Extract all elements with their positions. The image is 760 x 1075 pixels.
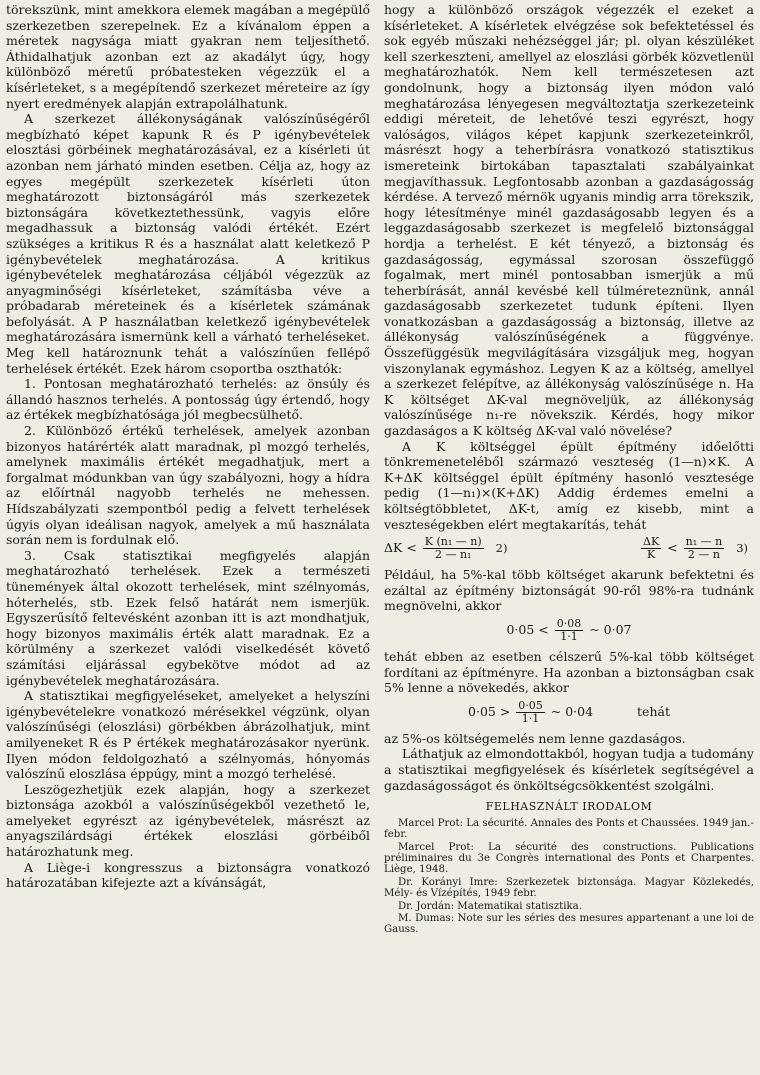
references-title: FELHASZNÁLT IRODALOM <box>485 800 653 814</box>
reference-item: Dr. Jordán: Matematikai statisztika. <box>398 900 582 912</box>
numerator: 0·08 <box>556 616 582 630</box>
denominator: 1·1 <box>560 629 578 643</box>
paragraph: Leszögezhetjük ezek alapján, hogy a szerkezet biztonsága azokból a valószínűségekből vezethető le, amelyeket egyrészt az igénybevételek, másrészt az anyagszilárdsági értékek eloszlási görbéiből határozhatunk meg. <box>6 781 370 860</box>
paragraph: az 5%-os költségemelés nem lenne gazdaságos. <box>384 730 686 746</box>
denominator: K <box>646 548 656 562</box>
equation-number: 2) <box>495 541 508 556</box>
left-column <box>6 2 370 891</box>
equation-number: 3) <box>736 541 748 556</box>
math-lhs: 0·05 > <box>468 703 511 719</box>
right-column <box>384 2 754 937</box>
formula-2 <box>384 536 513 561</box>
math-inequality-2 <box>384 700 754 725</box>
math-inequality-1 <box>384 618 754 643</box>
fraction <box>555 618 584 643</box>
numerator: n₁ — n <box>685 535 723 549</box>
paragraph: A Liège-i kongresszus a biztonságra vonatkozó határozatában kifejezte azt a kívánságát, <box>6 859 370 891</box>
math-rhs: ~ 0·04 <box>550 703 594 719</box>
fraction <box>423 536 484 561</box>
denominator: 2 — n <box>687 548 720 562</box>
paragraph: Például, ha 5%-kal több költséget akarunk befektetni és ezáltal az építmény biztonságát 90-ről 98%-ra tudnánk megnövelni, akkor <box>384 567 754 614</box>
formula-row <box>384 536 754 561</box>
paragraph: 1. Pontosan meghatározható terhelés: az önsúly és állandó hasznos terhelés. A pontosság úgy értendő, hogy az értékek megbízhatósága jól megbecsülhető. <box>6 376 370 423</box>
paragraph: hogy a különböző országok végezzék el ezeket a kísérleteket. A kísérletek elvégzése sok befektetéssel és sok egyéb műszaki nehézséggel jár; pl. olyan készüléket kell szerkeszteni, amellyel az eloszlási görbék közvetlenül meghatározhatók. Nem kell természetesen azt gondolnunk, hogy a biztonság ilyen módon való meghatározása lényegesen megváltoztatja szerkezeteink eddigi méreteit, de lehetővé teszi egyrészt, hogy valóságos, világos képet kapjunk szerkezeteinkről, másrészt hogy a teherbírásra vonatkozó statisztikus ismereteink birtokában tapasztalati szabályainkat megjavíthassuk. Legfontosabb azonban a gazdaságosság kérdése. A tervező mérnök ugyanis mindig arra törekszik, hogy létesítménye minél gazdaságosabb legyen és a leggazdaságosabb szerkezet is megfelelő biztonsággal hordja a terhelést. E két tényező, a biztonság és gazdaságosság, egymással szorosan összefüggő fogalmak, mert minél pontosabban ismerjük a mű teherbírását, annál kevésbé kell túlméreteznünk, annál gazdaságosabb szerkezetet tudunk építeni. Ilyen vonatkozásban a gazdaságosság a biztonság, illetve az állékonyság valószínűségének a függvénye. Összefüggésük megvilágítására vizsgáljuk meg, hogyan viszonylanak egymáshoz. Legyen K az a költség, amellyel a szerkezet felépítve, az állékonyság valószínűsége n. Ha K költséget ΔK-val megnöveljük, az állékonyság valószínűsége n₁-re növekszik. Kérdés, hogy mikor gazdaságos a K költség ΔK-val való növelése? <box>384 2 754 439</box>
paragraph: 3. Csak statisztikai megfigyelés alapján meghatározható terhelések. Ezek a természeti tünemények által okozott terhelések, mint szélnyomás, hóterhelés, stb. Ezek felső határát nem ismerjük. Egyszerűsítő feltevésként azonban itt is azt mondhatjuk, hogy bizonyos maximális érték alatt maradnak. Ez a körülmény a szerkezet valódi viselkedését követő számítási eljárással egybekötve módot ad az igénybevételek meghatározására. <box>6 547 370 688</box>
formula-3 <box>639 536 754 561</box>
math-rhs: ~ 0·07 <box>589 621 632 637</box>
paragraph: A statisztikai megfigyeléseket, amelyeket a helyszíni igénybevételekre vonatkozó mérésekkel végzünk, olyan valószínűségi (eloszlási) görbékben ábrázolhatjuk, mint amilyeneket R és P értékek meghatározásakor nyerünk. Ilyen módon feldolgozható a szélnyomás, hónyomás valószínű eloszlása éppúgy, mint a mozgó terhelésé. <box>6 688 370 782</box>
formula-lhs: ΔK < <box>384 540 417 556</box>
paragraph: A K költséggel épült építmény időelőtti tönkremeneteléből származó veszteség (1—n)×K. A K+ΔK költséggel épült építmény hasonló vesztesége pedig (1—n₁)×(K+ΔK) Addig érdemes emelni a költségtöbbletet, ΔK-t, amíg ez kisebb, mint a veszteségekben elért megtakarítás, tehát <box>384 438 754 532</box>
math-tail-text: tehát <box>637 703 670 719</box>
reference-item: M. Dumas: Note sur les séries des mesures appartenant a une loi de Gauss. <box>384 912 754 936</box>
reference-item: Dr. Korányi Imre: Szerkezetek biztonsága. Magyar Közlekedés, Mély- és Vízépítés, 1949 febr. <box>384 876 754 900</box>
math-lhs: 0·05 < <box>506 621 549 637</box>
denominator: 1·1 <box>521 711 540 725</box>
relation: < <box>667 540 678 556</box>
numerator: ΔK <box>643 535 660 549</box>
references-list <box>384 818 754 936</box>
numerator: 0·05 <box>518 698 543 712</box>
paragraph: törekszünk, mint amekkora elemek magában a megépülő szerkezetben szerepelnek. Ez a kívánalom éppen a méretek nagysága miatt gyakran nem teljesíthető. Áthidalhatjuk azonban ezt az akadályt úgy, hogy különböző méretű próbatesteken végezzük el a kísérleteket, s a megépítendő szerkezet méreteire az így nyert eredmények alapján extrapolálhatunk. <box>6 2 370 111</box>
reference-item: Marcel Prot: La sécurité. Annales des Ponts et Chaussées. 1949 jan.-febr. <box>384 817 754 841</box>
fraction <box>684 536 725 561</box>
numerator: K (n₁ — n) <box>424 535 482 549</box>
denominator: 2 — n₁ <box>434 548 472 562</box>
paragraph: tehát ebben az esetben célszerű 5%-kal több költséget fordítani az építményre. Ha azonban a biztonságban csak 5% lenne a növekedés, akkor <box>384 648 754 696</box>
paragraph: 2. Különböző értékű terhelések, amelyek azonban bizonyos határérték alatt maradnak, pl mozgó terhelés, amelynek maximális értékét megadhatjuk, mert a forgalmat módunkban van úgy szabályozni, hogy a hídra az előírtnál nagyobb terhelés ne mehessen. Hídszabályzati szempontból pedig a felvett terhelések úgyis olyan ideálisan nagyok, amelyek a mű használata során nem is fordulnak elő. <box>6 423 370 548</box>
reference-item: Marcel Prot: La sécurité des constructions. Publications préliminaires du 3e Congrès international des Ponts et Charpentes. Liège, 1948. <box>384 841 754 876</box>
fraction <box>516 700 545 725</box>
fraction <box>641 536 661 561</box>
paragraph: A szerkezet állékonyságának valószínűségéről megbízható képet kapunk R és P igénybevételek elosztási görbéinek meghatározásával, ez a kísérleti út azonban nem járható minden esetben. Célja az, hogy az egyes megépült szerkezetek kísérleti úton meghatározott biztonságáról más szerkezetek biztonságára következtethessünk, vagyis előre megadhassuk a biztonság valódi értékét. Ezért szükséges a kritikus R és a használat alatt keletkező P igénybevételek meghatározása. A kritikus igénybevételek meghatározása céljából végezzük az anyagminőségi kísérleteket, számításba véve a próbadarab méreteinek és a kísérletek számának befolyását. A P használatban keletkező igénybevételek meghatározására ismernünk kell a várható terheléseket. Meg kell határoznunk tehát a valószínűen fellépő terhelések értékét. Ezek három csoportba oszthatók: <box>6 111 370 376</box>
paragraph: Láthatjuk az elmondottakból, hogyan tudja a tudomány a statisztikai megfigyelések és kísérletek segítségével a gazdaságosságot és önköltségcsökkentést szolgálni. <box>384 746 754 793</box>
